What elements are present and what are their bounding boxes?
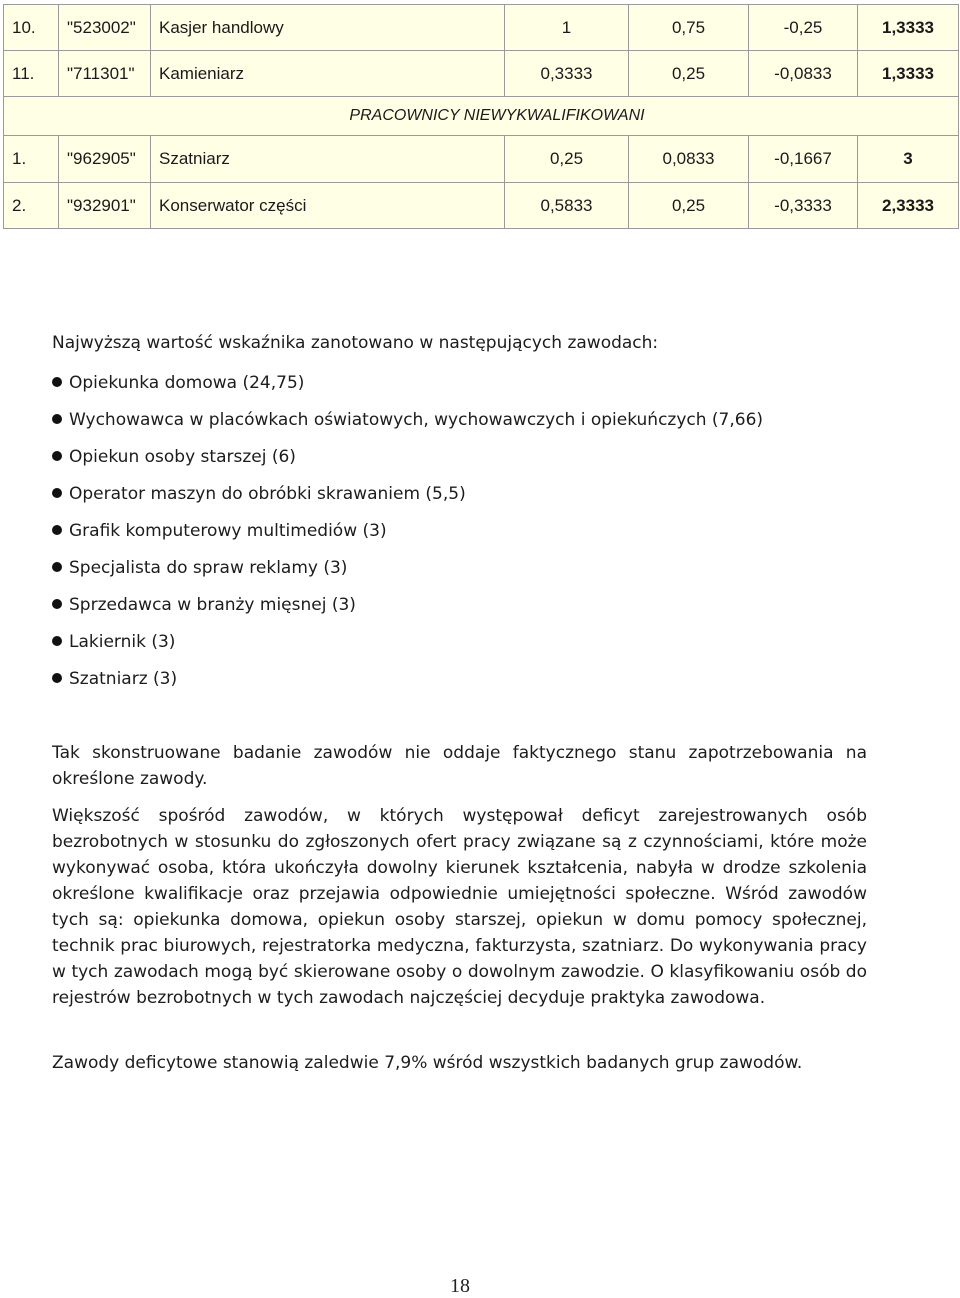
row-number: 10. <box>4 5 59 51</box>
list-item-text: Sprzedawca w branży mięsnej (3) <box>69 595 356 615</box>
value-2: 0,0833 <box>629 136 749 183</box>
list-item-text: Lakiernik (3) <box>69 632 176 652</box>
value-3: -0,3333 <box>749 183 858 229</box>
section-title: PRACOWNICY NIEWYKWALIFIKOWANI <box>4 97 959 136</box>
list-item <box>52 590 763 627</box>
table-row <box>4 5 959 51</box>
value-3: -0,25 <box>749 5 858 51</box>
bullet-list <box>52 368 763 701</box>
row-number: 1. <box>4 136 59 183</box>
section-row <box>4 97 959 136</box>
indicator-value: 1,3333 <box>858 51 959 97</box>
row-number: 2. <box>4 183 59 229</box>
occupation-name: Kasjer handlowy <box>151 5 505 51</box>
bullet-icon <box>52 636 62 646</box>
indicator-value: 2,3333 <box>858 183 959 229</box>
bullet-icon <box>52 562 62 572</box>
list-item-text: Grafik komputerowy multimediów (3) <box>69 521 387 541</box>
table-row <box>4 136 959 183</box>
value-2: 0,25 <box>629 51 749 97</box>
value-1: 0,25 <box>505 136 629 183</box>
indicator-value: 1,3333 <box>858 5 959 51</box>
list-item <box>52 664 763 701</box>
list-item-text: Opiekunka domowa (24,75) <box>69 373 305 393</box>
indicator-value: 3 <box>858 136 959 183</box>
list-item <box>52 627 763 664</box>
value-3: -0,0833 <box>749 51 858 97</box>
bullet-icon <box>52 525 62 535</box>
value-1: 0,5833 <box>505 183 629 229</box>
list-item-text: Operator maszyn do obróbki skrawaniem (5,5) <box>69 484 466 504</box>
list-item <box>52 405 763 442</box>
value-2: 0,75 <box>629 5 749 51</box>
intro-text: Najwyższą wartość wskaźnika zanotowano w następujących zawodach: <box>52 333 659 353</box>
list-item <box>52 516 763 553</box>
bullet-icon <box>52 488 62 498</box>
occupation-code: "962905" <box>59 136 151 183</box>
occupation-name: Szatniarz <box>151 136 505 183</box>
list-item-text: Opiekun osoby starszej (6) <box>69 447 296 467</box>
list-item-text: Specjalista do spraw reklamy (3) <box>69 558 348 578</box>
bullet-icon <box>52 673 62 683</box>
bullet-icon <box>52 599 62 609</box>
row-number: 11. <box>4 51 59 97</box>
list-item-text: Wychowawca w placówkach oświatowych, wychowawczych i opiekuńczych (7,66) <box>69 410 764 430</box>
list-item <box>52 368 763 405</box>
paragraph-1: Tak skonstruowane badanie zawodów nie oddaje faktycznego stanu zapotrzebowania na określone zawody. <box>52 743 867 789</box>
bullet-icon <box>52 377 62 387</box>
occupation-code: "932901" <box>59 183 151 229</box>
list-item <box>52 553 763 590</box>
value-2: 0,25 <box>629 183 749 229</box>
table-row <box>4 183 959 229</box>
list-item <box>52 442 763 479</box>
list-item-text: Szatniarz (3) <box>69 669 178 689</box>
paragraph-2: Większość spośród zawodów, w których występował deficyt zarejestrowanych osób bezrobotnych w stosunku do zgłoszonych ofert pracy związane są z czynnościami, które może wykonywać osoba, która ukończyła dowolny kierunek kształcenia, nabyła w drodze szkolenia określone kwalifikacje oraz przejawia odpowiednie umiejętności społeczne. Wśród zawodów tych są: opiekunka domowa, opiekun osoby starszej, opiekun w domu pomocy społecznej, technik prac biurowych, rejestratorka medyczna, fakturzysta, szatniarz. Do wykonywania pracy w tych zawodach mogą być skierowane osoby o dowolnym zawodzie. O klasyfikowaniu osób do rejestrów bezrobotnych w tych zawodach najczęściej decyduje praktyka zawodowa. <box>52 806 867 1008</box>
occupation-name: Kamieniarz <box>151 51 505 97</box>
value-1: 1 <box>505 5 629 51</box>
bullet-icon <box>52 414 62 424</box>
list-item <box>52 479 763 516</box>
paragraph-3: Zawody deficytowe stanowią zaledwie 7,9% wśród wszystkich badanych grup zawodów. <box>52 1053 803 1073</box>
page-number: 18 <box>450 1275 470 1297</box>
value-3: -0,1667 <box>749 136 858 183</box>
occupation-name: Konserwator części <box>151 183 505 229</box>
table-row <box>4 51 959 97</box>
value-1: 0,3333 <box>505 51 629 97</box>
bullet-icon <box>52 451 62 461</box>
occupations-table <box>3 4 959 229</box>
occupation-code: "711301" <box>59 51 151 97</box>
occupation-code: "523002" <box>59 5 151 51</box>
